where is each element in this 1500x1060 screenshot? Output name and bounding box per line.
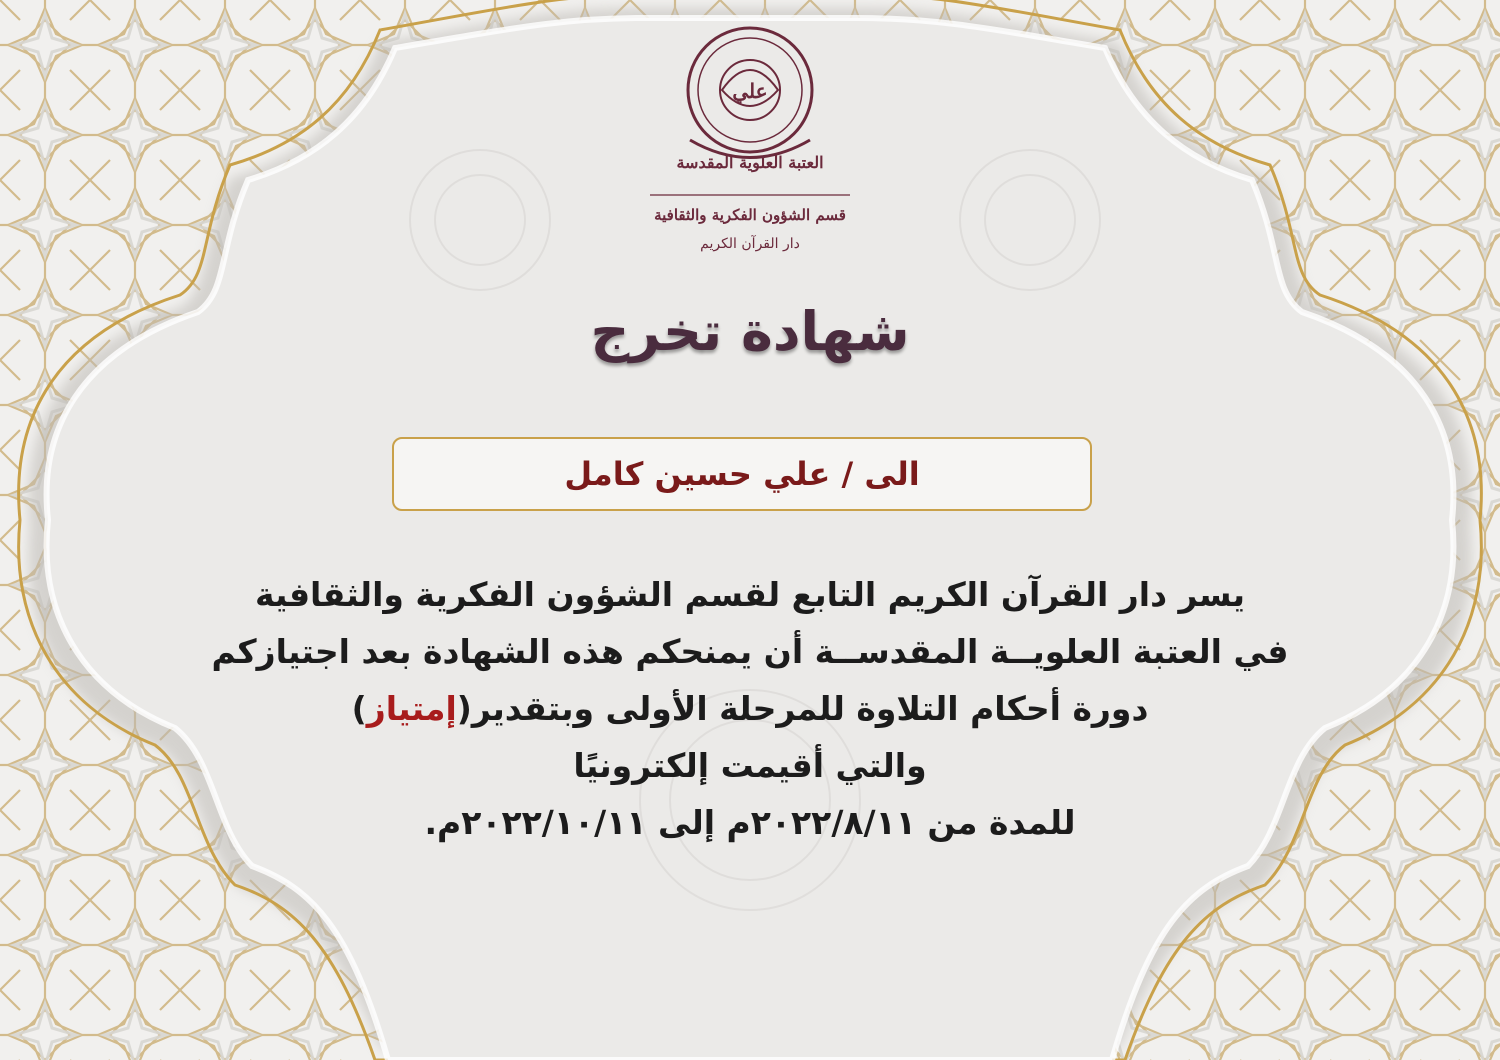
body-line-5: للمدة من ٢٠٢٢/٨/١١م إلى ٢٠٢٢/١٠/١١م.	[424, 803, 1076, 842]
logo-center-text: علي	[732, 79, 768, 103]
certificate-title: شهادة تخرج	[590, 300, 910, 363]
body-line-2: في العتبة العلويــة المقدســة أن يمنحكم هذه الشهادة بعد اجتيازكم	[211, 632, 1289, 671]
recipient-line	[564, 455, 919, 493]
body-line-3	[0, 680, 1500, 737]
recipient-prefix: الى	[864, 455, 920, 493]
department-text: قسم الشؤون الفكرية والثقافية	[654, 206, 846, 224]
recipient-box	[392, 437, 1092, 511]
grade-text: إمتياز	[366, 689, 457, 728]
recipient-name: علي حسين كامل	[564, 455, 831, 493]
institution-logo	[630, 10, 870, 260]
recipient-separator: /	[841, 455, 854, 493]
sub-department-text: دار القرآن الكريم	[700, 236, 800, 252]
logo-ring-text: العتبة العلوية المقدسة	[676, 153, 824, 172]
body-line-3-after: )	[351, 689, 367, 728]
certificate-body	[0, 566, 1500, 851]
body-line-1: يسر دار القرآن الكريم التابع لقسم الشؤون الفكرية والثقافية	[254, 575, 1246, 614]
body-line-4: والتي أقيمت إلكترونيًا	[573, 746, 927, 785]
body-line-3-before: دورة أحكام التلاوة للمرحلة الأولى وبتقدير(	[456, 689, 1149, 728]
